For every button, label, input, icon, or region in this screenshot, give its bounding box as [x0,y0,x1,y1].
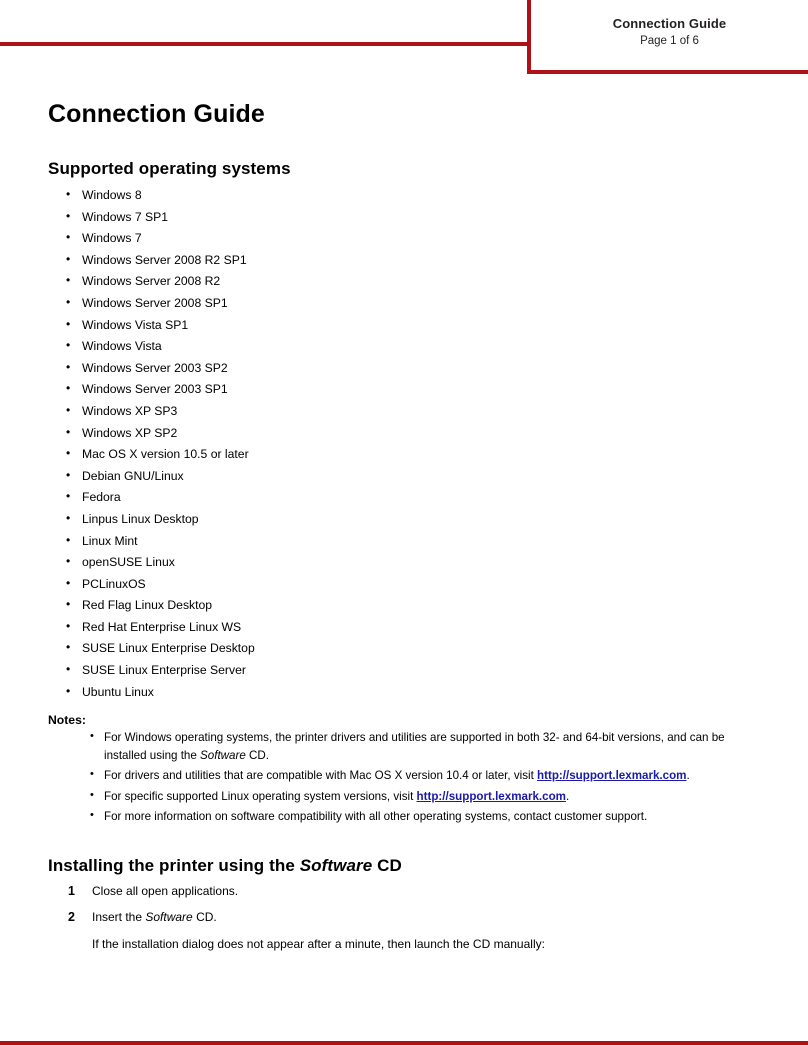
list-item: • Red Hat Enterprise Linux WS [66,617,760,639]
list-item: • Windows Server 2003 SP2 [66,358,760,380]
note-item [90,788,760,806]
section-heading-supported-os: Supported operating systems [48,159,291,178]
list-item: • Debian GNU/Linux [66,466,760,488]
heading-text-tail: CD [372,855,402,875]
list-item: • Windows Server 2008 R2 SP1 [66,250,760,272]
step-text: Insert the [92,909,146,924]
list-item: • Linpus Linux Desktop [66,509,760,531]
list-item: • Ubuntu Linux [66,682,760,704]
list-item: • Windows XP SP3 [66,401,760,423]
support-link[interactable]: http://support.lexmark.com [416,789,566,803]
list-item: • SUSE Linux Enterprise Desktop [66,638,760,660]
note-text-tail: CD. [245,749,269,763]
step-text-tail: CD. [192,909,217,924]
footer-rule [0,1041,808,1045]
heading-emphasis: Software [299,855,373,875]
list-item: • Mac OS X version 10.5 or later [66,444,760,466]
note-item [90,767,760,785]
list-item: • Red Flag Linux Desktop [66,595,760,617]
list-item: • Windows Server 2003 SP1 [66,379,760,401]
note-item [90,808,760,826]
list-item: • Windows Server 2008 R2 [66,271,760,293]
header-info-box [527,0,808,74]
note-text-tail: . [565,789,570,803]
notes-list [48,729,760,825]
step-item [68,908,760,927]
list-item: • Windows XP SP2 [66,423,760,445]
step-number: 1 [68,883,75,898]
notes-label: Notes: [48,713,86,728]
note-text: For Windows operating systems, the printer drivers and utilities are supported in both 32- and 64-bit versions, and can be installed using the [104,731,725,763]
header-rule [0,42,527,46]
support-link[interactable]: http://support.lexmark.com [537,769,687,783]
step-note: If the installation dialog does not appear after a minute, then launch the CD manually: [92,936,545,951]
heading-text: Installing the printer using the [48,855,300,875]
step-emphasis: Software [145,909,193,924]
list-item: • PCLinuxOS [66,574,760,596]
list-item: • Windows Vista [66,336,760,358]
note-text: For drivers and utilities that are compatible with Mac OS X version 10.4 or later, visit [104,769,538,783]
list-item: • Windows Server 2008 SP1 [66,293,760,315]
page-title: Connection Guide [48,100,265,128]
list-item: • Windows 8 [66,185,760,207]
list-item: • Windows 7 [66,228,760,250]
section-heading-installing-printer [48,856,760,876]
supported-os-list [48,185,760,703]
note-text: For more information on software compatibility with all other operating systems, contact customer support. [104,809,648,823]
list-item: • Windows Vista SP1 [66,315,760,337]
list-item: • openSUSE Linux [66,552,760,574]
header-page-number: Page 1 of 6 [640,35,699,47]
note-emphasis: Software [200,749,246,763]
install-steps-list [48,882,760,927]
note-text: For specific supported Linux operating system versions, visit [104,789,417,803]
note-text-tail: . [686,769,690,783]
document-content [0,100,808,954]
note-item [90,729,760,765]
step-item [68,882,760,901]
list-item: • SUSE Linux Enterprise Server [66,660,760,682]
step-text: Close all open applications. [92,883,239,898]
list-item: • Linux Mint [66,531,760,553]
header-title: Connection Guide [612,16,727,31]
page-header [0,0,808,74]
step-number: 2 [68,909,75,924]
list-item: • Windows 7 SP1 [66,207,760,229]
list-item: • Fedora [66,487,760,509]
